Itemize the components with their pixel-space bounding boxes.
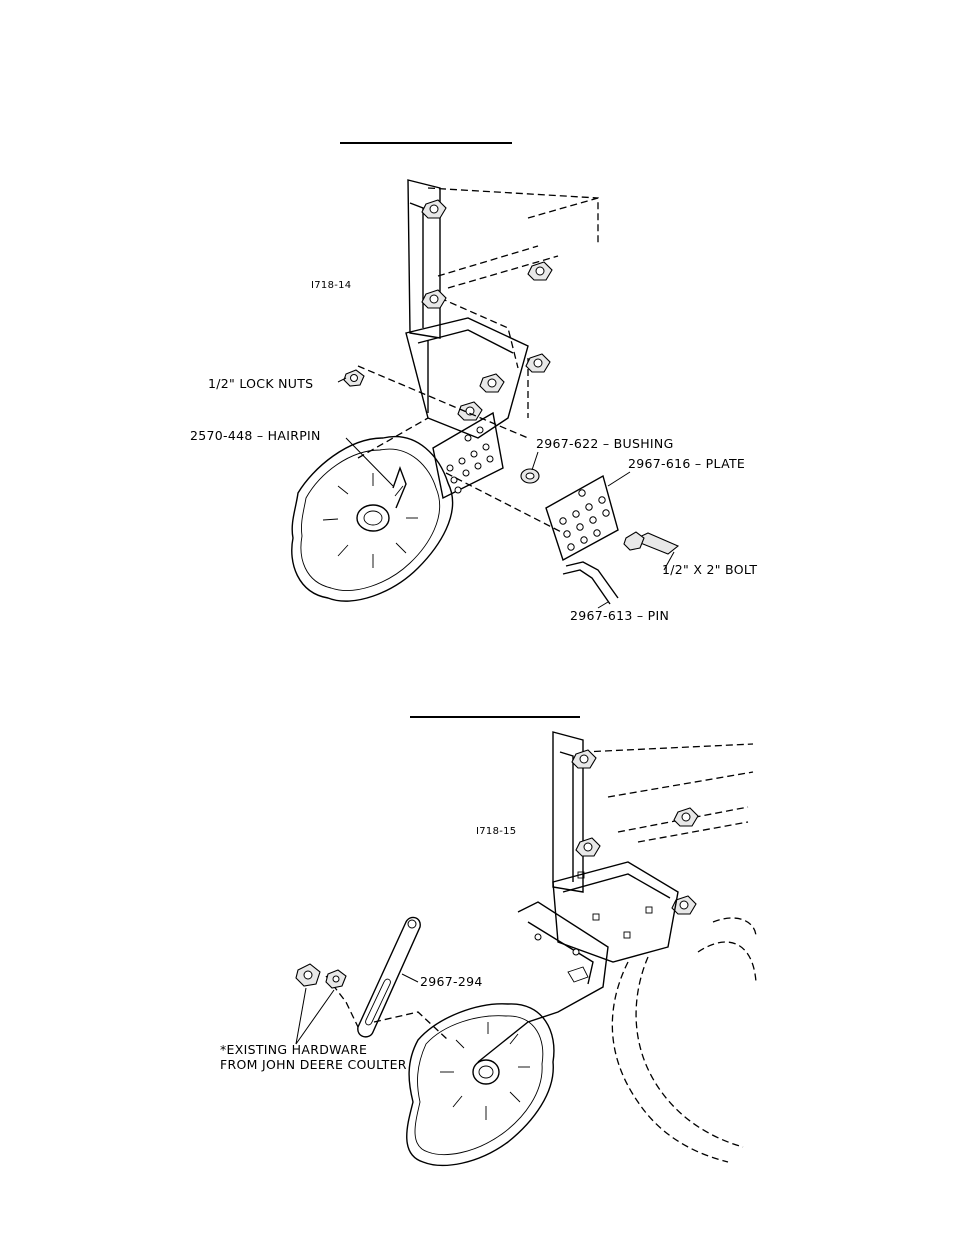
figure2-drawing: [208, 722, 758, 1170]
hairpin-label: 2570-448 – HAIRPIN: [190, 428, 321, 443]
disc-hub-2: [473, 1060, 499, 1084]
hardware-label-line1: *EXISTING HARDWARE: [220, 1042, 368, 1057]
bushing-label: 2967-622 – BUSHING: [536, 436, 674, 451]
coulter-disc: [292, 437, 453, 602]
figure1-drawing-id: I718-14: [311, 280, 352, 291]
upper-bolt-icon: [422, 200, 446, 218]
plate-part: [546, 476, 618, 560]
arm-label: 2967-294: [420, 974, 483, 989]
bracket-bolt2-icon: [458, 402, 482, 420]
upper-bolt2-icon: [572, 750, 596, 768]
middle-bolt-icon: [422, 290, 446, 308]
right-bolt2-icon: [674, 808, 698, 826]
coulter-disc-2: [407, 1004, 554, 1166]
figure2-title-underline: [410, 716, 580, 718]
existing-washer-icon: [326, 970, 346, 988]
pin-label: 2967-613 – PIN: [570, 608, 670, 623]
bracket-plate-holes: [447, 427, 493, 493]
disc-hub: [357, 505, 389, 531]
existing-nut-icon: [296, 964, 320, 986]
figure2-drawing-id: I718-15: [476, 826, 517, 837]
bracket-plate: [433, 413, 503, 498]
figure1-svg: [178, 168, 790, 628]
figure1-drawing: [178, 168, 790, 628]
hairpin-icon: [393, 468, 406, 508]
bolt-icon: [624, 532, 678, 554]
lock-nuts-label: 1/2" LOCK NUTS: [208, 376, 314, 391]
pin-icon: [566, 562, 618, 598]
bolt-label: 1/2" X 2" BOLT: [662, 562, 758, 577]
plate-label: 2967-616 – PLATE: [628, 456, 746, 471]
hardware-label-line2: FROM JOHN DEERE COULTER: [220, 1057, 407, 1072]
figure1-title-underline: [340, 142, 512, 144]
lower-right-bolt-icon: [526, 354, 550, 372]
disc-spokes: [323, 473, 418, 568]
plate-holes: [560, 490, 609, 550]
right-bolt-icon: [528, 262, 552, 280]
lock-nut-icon: [344, 370, 364, 386]
figure2-svg: [208, 722, 758, 1170]
bracket-bolt-icon: [480, 374, 504, 392]
bushing-icon: [521, 469, 539, 483]
middle-bolt2-icon: [576, 838, 600, 856]
disc-spokes-2: [440, 1022, 530, 1120]
